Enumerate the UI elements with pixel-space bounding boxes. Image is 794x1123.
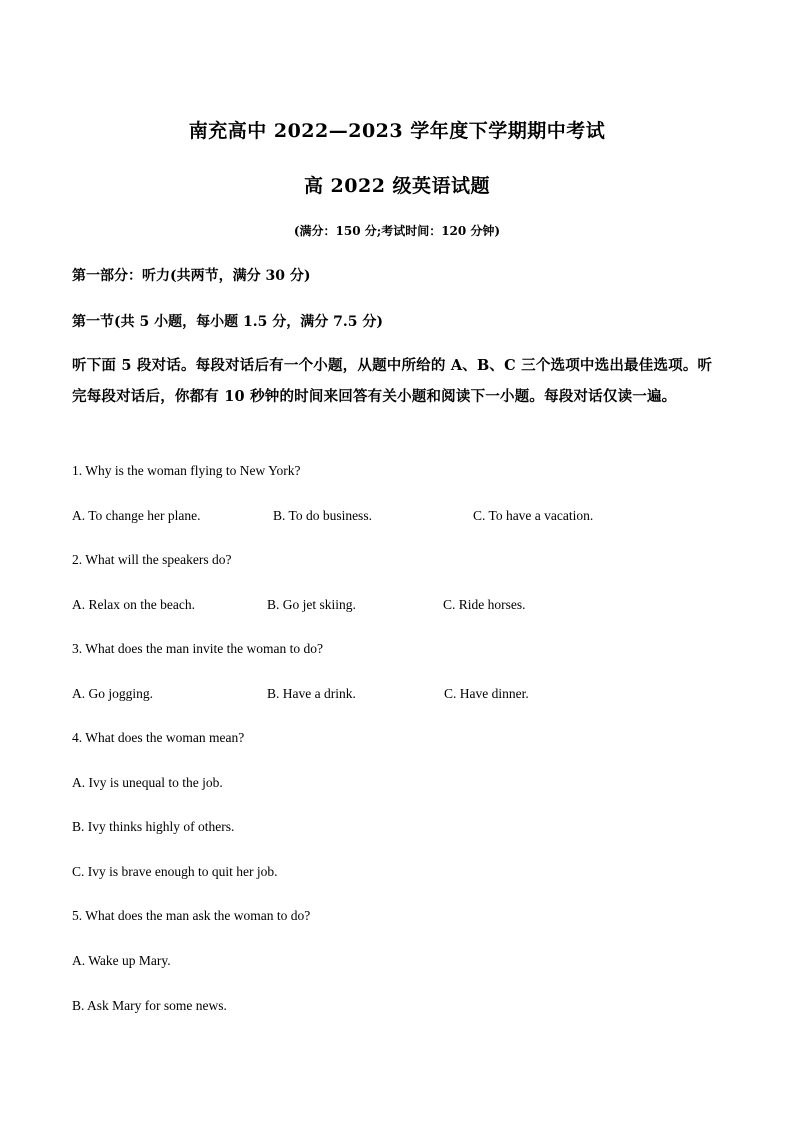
question-5-option-b: B. Ask Mary for some news. <box>72 998 227 1013</box>
question-3-option-c: C. Have dinner. <box>444 686 529 701</box>
question-3: 3. What does the man invite the woman to do? <box>72 641 323 656</box>
question-1-option-a: A. To change her plane. <box>72 508 201 523</box>
question-3-option-a: A. Go jogging. <box>72 686 153 701</box>
exam-subtitle: 高 2022 级英语试题 <box>303 175 491 197</box>
question-4-option-a: A. Ivy is unequal to the job. <box>72 775 223 790</box>
question-2-option-a: A. Relax on the beach. <box>72 597 195 612</box>
question-2-option-b: B. Go jet skiing. <box>267 597 356 612</box>
section-instructions: 听下面 5 段对话。每段对话后有一个小题，从题中所给的 A、B、C 三个选项中选出最佳选项。听完每段对话后，你都有 10 秒钟的时间来回答有关小题和阅读下一小题。每段对话仅读一遍。 <box>72 357 713 405</box>
question-1-option-c: C. To have a vacation. <box>473 508 594 523</box>
question-4-option-b: B. Ivy thinks highly of others. <box>72 819 235 834</box>
section-heading: 第一节(共 5 小题，每小题 1.5 分，满分 7.5 分) <box>72 314 383 330</box>
question-4: 4. What does the woman mean? <box>72 730 245 745</box>
exam-info: (满分：150 分;考试时间：120 分钟) <box>293 224 501 238</box>
question-5: 5. What does the man ask the woman to do? <box>72 908 311 923</box>
part-heading: 第一部分：听力(共两节，满分 30 分) <box>72 268 311 284</box>
question-4-option-c: C. Ivy is brave enough to quit her job. <box>72 864 278 879</box>
question-2: 2. What will the speakers do? <box>72 552 232 567</box>
question-2-option-c: C. Ride horses. <box>443 597 526 612</box>
question-3-option-b: B. Have a drink. <box>267 686 356 701</box>
question-5-option-a: A. Wake up Mary. <box>72 953 171 968</box>
exam-title: 南充高中 2022—2023 学年度下学期期中考试 <box>188 120 606 142</box>
question-1: 1. Why is the woman flying to New York? <box>72 463 301 478</box>
question-1-option-b: B. To do business. <box>273 508 372 523</box>
